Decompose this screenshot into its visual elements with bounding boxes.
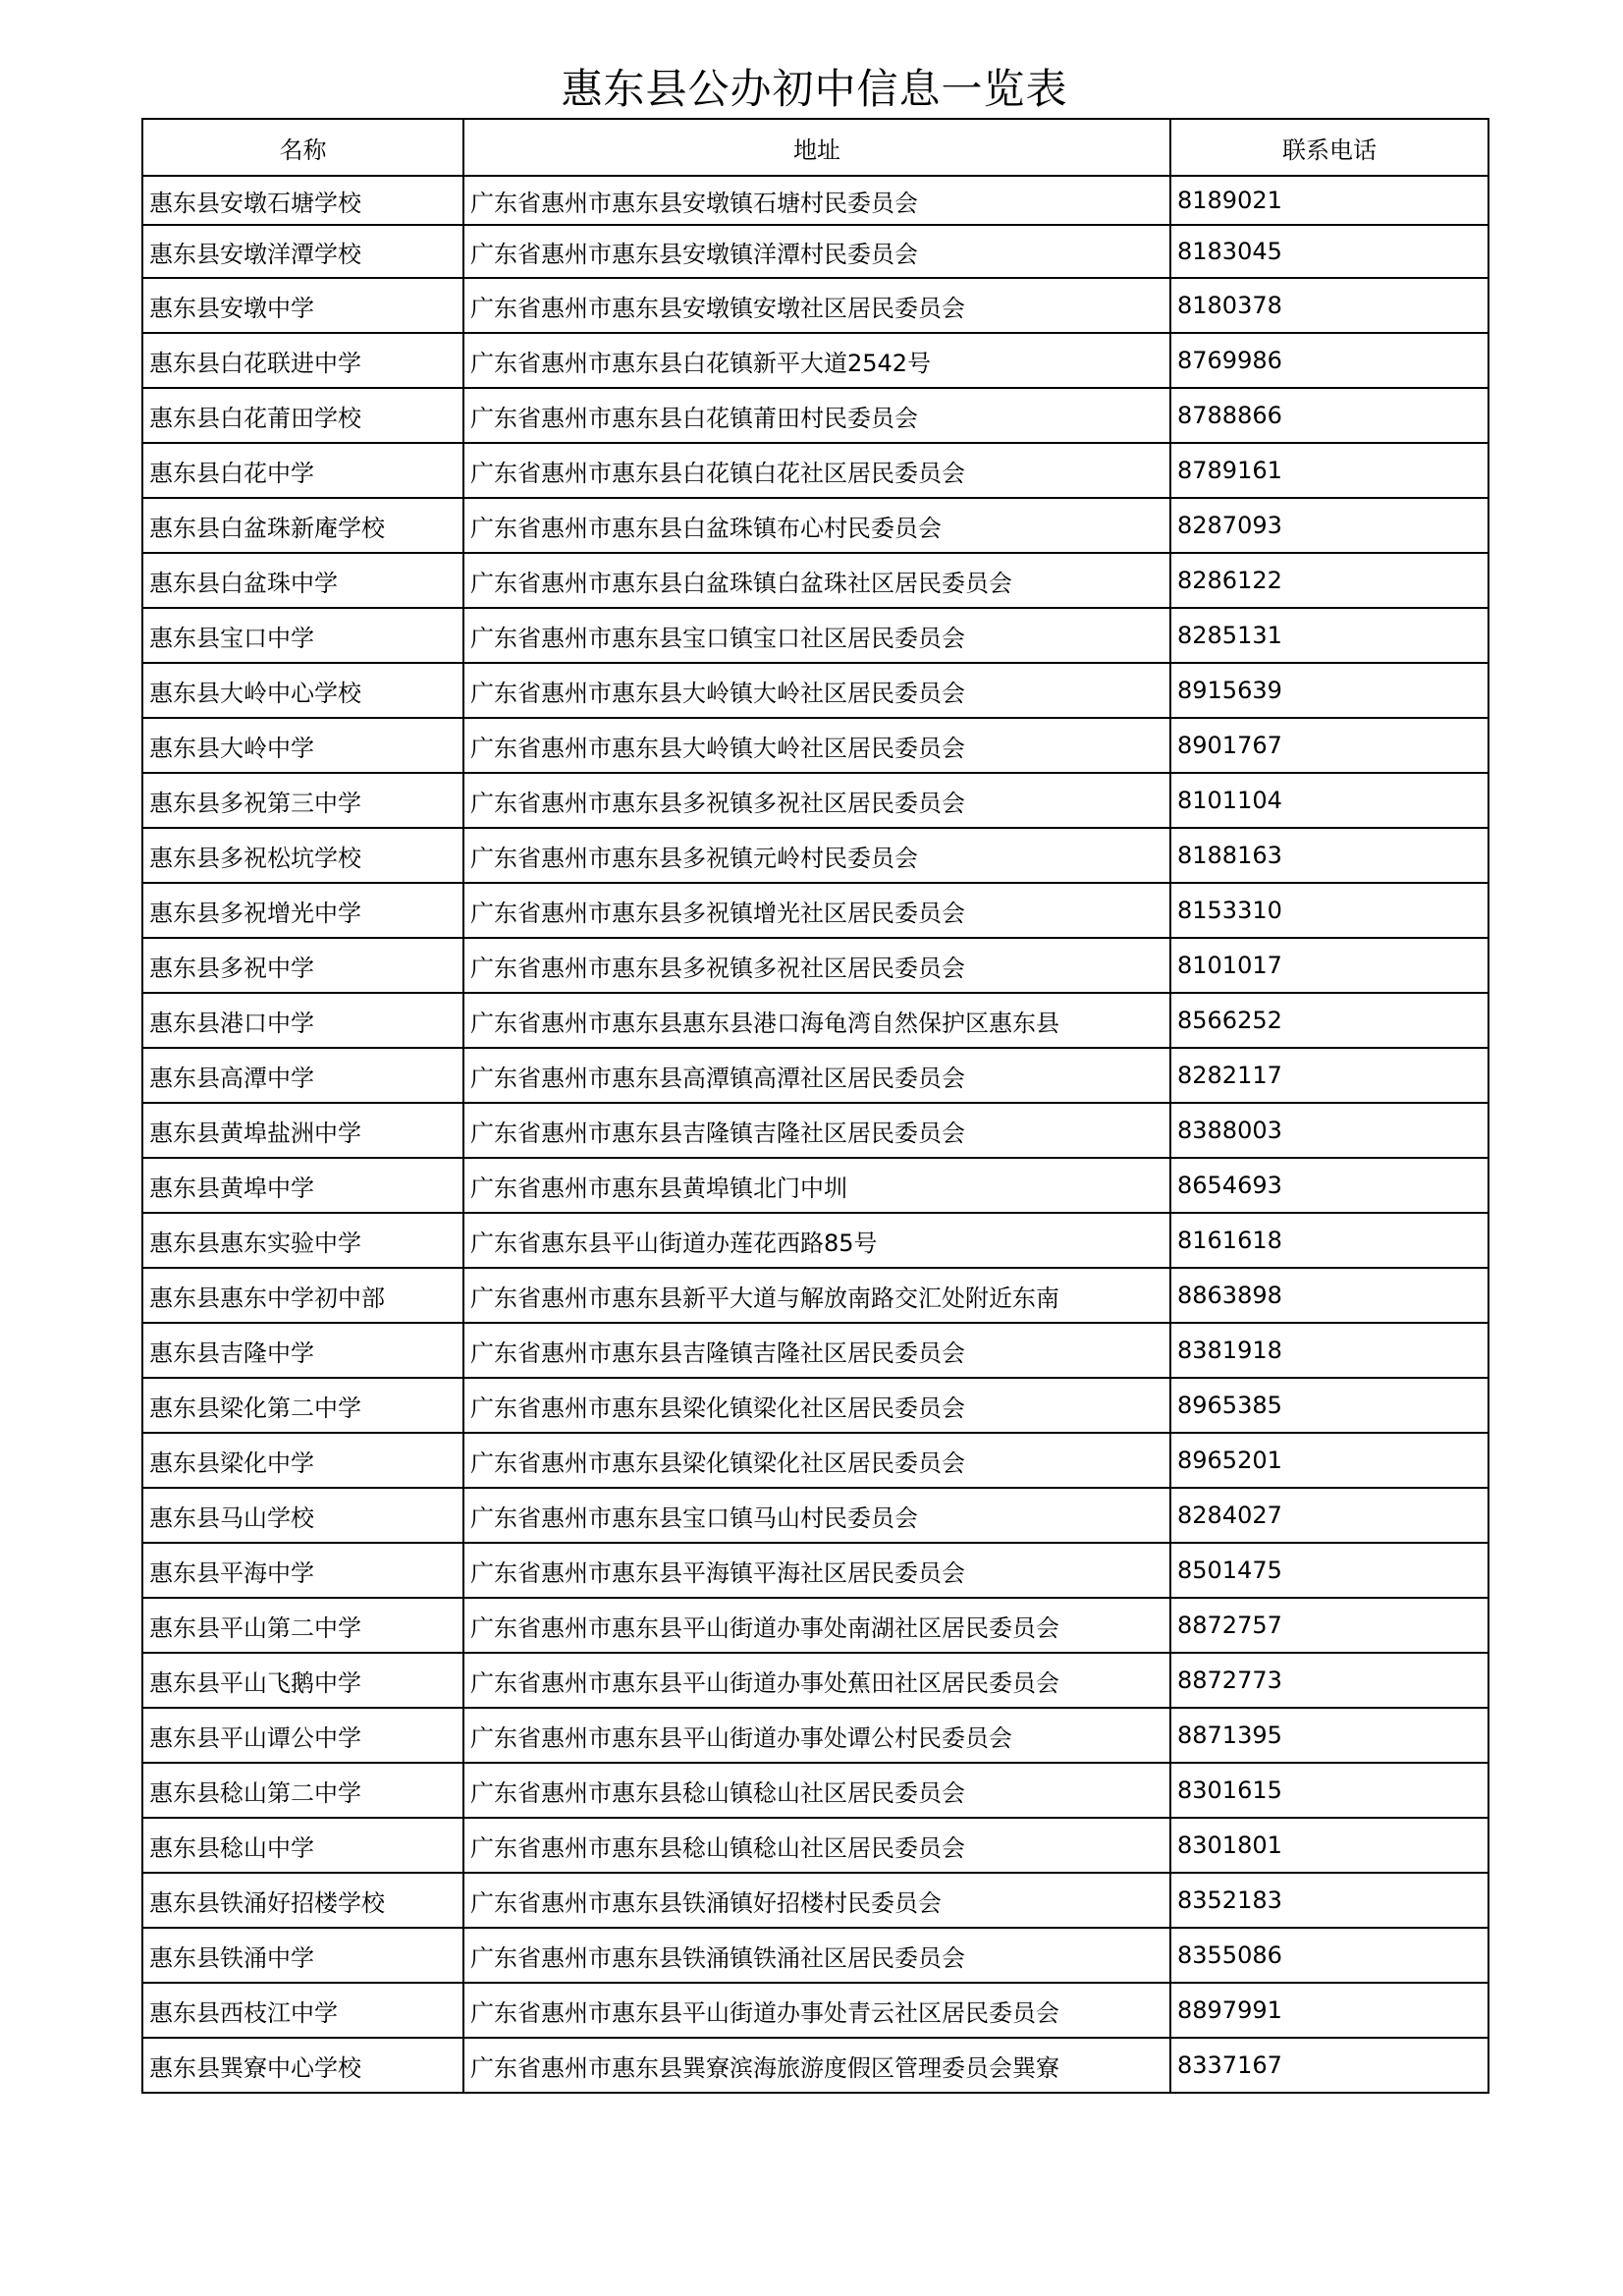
phone-cell: 8872757 bbox=[1170, 1598, 1488, 1653]
table-row bbox=[142, 1543, 1488, 1598]
address-cell: 广东省惠州市惠东县吉隆镇吉隆社区居民委员会 bbox=[463, 1323, 1170, 1378]
phone-cell: 8286122 bbox=[1170, 553, 1488, 608]
table-row bbox=[142, 1323, 1488, 1378]
school-name-cell: 惠东县多祝第三中学 bbox=[142, 773, 463, 828]
document-title: 惠东县公办初中信息一览表 bbox=[561, 65, 1068, 113]
phone-cell: 8161618 bbox=[1170, 1213, 1488, 1268]
table-row bbox=[142, 1103, 1488, 1158]
phone-cell: 8381918 bbox=[1170, 1323, 1488, 1378]
table-row bbox=[142, 1213, 1488, 1268]
phone-cell: 8769986 bbox=[1170, 333, 1488, 388]
phone-cell: 8915639 bbox=[1170, 663, 1488, 718]
table-row bbox=[142, 278, 1488, 333]
school-name-cell: 惠东县高潭中学 bbox=[142, 1048, 463, 1103]
phone-cell: 8284027 bbox=[1170, 1488, 1488, 1543]
school-name-cell: 惠东县安墩石塘学校 bbox=[142, 176, 463, 225]
phone-cell: 8285131 bbox=[1170, 608, 1488, 663]
table-row bbox=[142, 498, 1488, 553]
phone-cell: 8566252 bbox=[1170, 993, 1488, 1048]
table-row bbox=[142, 333, 1488, 388]
phone-cell: 8872773 bbox=[1170, 1653, 1488, 1708]
table-row bbox=[142, 1433, 1488, 1488]
phone-cell: 8183045 bbox=[1170, 225, 1488, 278]
table-row bbox=[142, 608, 1488, 663]
school-name-cell: 惠东县西枝江中学 bbox=[142, 1983, 463, 2038]
school-name-cell: 惠东县吉隆中学 bbox=[142, 1323, 463, 1378]
address-cell: 广东省惠州市惠东县多祝镇多祝社区居民委员会 bbox=[463, 938, 1170, 993]
school-info-table bbox=[141, 118, 1489, 2094]
address-cell: 广东省惠州市惠东县平山街道办事处南湖社区居民委员会 bbox=[463, 1598, 1170, 1653]
school-name-cell: 惠东县黄埠盐洲中学 bbox=[142, 1103, 463, 1158]
school-name-cell: 惠东县惠东实验中学 bbox=[142, 1213, 463, 1268]
address-cell: 广东省惠州市惠东县大岭镇大岭社区居民委员会 bbox=[463, 718, 1170, 773]
table-row bbox=[142, 553, 1488, 608]
phone-cell: 8788866 bbox=[1170, 388, 1488, 443]
phone-cell: 8352183 bbox=[1170, 1873, 1488, 1928]
table-row bbox=[142, 1488, 1488, 1543]
phone-cell: 8871395 bbox=[1170, 1708, 1488, 1763]
school-name-cell: 惠东县大岭中心学校 bbox=[142, 663, 463, 718]
table-body bbox=[142, 176, 1488, 2093]
column-header-name: 名称 bbox=[142, 119, 463, 176]
table-row bbox=[142, 1158, 1488, 1213]
address-cell: 广东省惠州市惠东县惠东县港口海龟湾自然保护区惠东县 bbox=[463, 993, 1170, 1048]
address-cell: 广东省惠州市惠东县平山街道办事处谭公村民委员会 bbox=[463, 1708, 1170, 1763]
school-name-cell: 惠东县白花中学 bbox=[142, 443, 463, 498]
table-row bbox=[142, 1763, 1488, 1818]
address-cell: 广东省惠州市惠东县白盆珠镇布心村民委员会 bbox=[463, 498, 1170, 553]
school-name-cell: 惠东县稔山中学 bbox=[142, 1818, 463, 1873]
table-row bbox=[142, 1708, 1488, 1763]
address-cell: 广东省惠州市惠东县安墩镇安墩社区居民委员会 bbox=[463, 278, 1170, 333]
table-row bbox=[142, 2038, 1488, 2093]
school-name-cell: 惠东县白花莆田学校 bbox=[142, 388, 463, 443]
address-cell: 广东省惠州市惠东县平山街道办事处青云社区居民委员会 bbox=[463, 1983, 1170, 2038]
school-name-cell: 惠东县安墩洋潭学校 bbox=[142, 225, 463, 278]
table-row bbox=[142, 883, 1488, 938]
address-cell: 广东省惠州市惠东县高潭镇高潭社区居民委员会 bbox=[463, 1048, 1170, 1103]
phone-cell: 8188163 bbox=[1170, 828, 1488, 883]
school-name-cell: 惠东县平山飞鹅中学 bbox=[142, 1653, 463, 1708]
table-row bbox=[142, 1598, 1488, 1653]
table-row bbox=[142, 1873, 1488, 1928]
phone-cell: 8965201 bbox=[1170, 1433, 1488, 1488]
table-row bbox=[142, 1983, 1488, 2038]
phone-cell: 8101017 bbox=[1170, 938, 1488, 993]
phone-cell: 8501475 bbox=[1170, 1543, 1488, 1598]
school-name-cell: 惠东县巽寮中心学校 bbox=[142, 2038, 463, 2093]
school-name-cell: 惠东县安墩中学 bbox=[142, 278, 463, 333]
phone-cell: 8897991 bbox=[1170, 1983, 1488, 2038]
phone-cell: 8287093 bbox=[1170, 498, 1488, 553]
address-cell: 广东省惠州市惠东县白花镇白花社区居民委员会 bbox=[463, 443, 1170, 498]
address-cell: 广东省惠州市惠东县稔山镇稔山社区居民委员会 bbox=[463, 1818, 1170, 1873]
phone-cell: 8654693 bbox=[1170, 1158, 1488, 1213]
table-row bbox=[142, 938, 1488, 993]
table-row bbox=[142, 176, 1488, 225]
phone-cell: 8355086 bbox=[1170, 1928, 1488, 1983]
school-name-cell: 惠东县黄埠中学 bbox=[142, 1158, 463, 1213]
table-row bbox=[142, 1818, 1488, 1873]
table-row bbox=[142, 388, 1488, 443]
school-name-cell: 惠东县梁化第二中学 bbox=[142, 1378, 463, 1433]
school-name-cell: 惠东县马山学校 bbox=[142, 1488, 463, 1543]
school-name-cell: 惠东县铁涌中学 bbox=[142, 1928, 463, 1983]
address-cell: 广东省惠州市惠东县白花镇新平大道2542号 bbox=[463, 333, 1170, 388]
address-cell: 广东省惠州市惠东县宝口镇马山村民委员会 bbox=[463, 1488, 1170, 1543]
address-cell: 广东省惠州市惠东县多祝镇多祝社区居民委员会 bbox=[463, 773, 1170, 828]
address-cell: 广东省惠州市惠东县铁涌镇好招楼村民委员会 bbox=[463, 1873, 1170, 1928]
school-name-cell: 惠东县宝口中学 bbox=[142, 608, 463, 663]
school-name-cell: 惠东县梁化中学 bbox=[142, 1433, 463, 1488]
table-row bbox=[142, 663, 1488, 718]
table-row bbox=[142, 1928, 1488, 1983]
address-cell: 广东省惠东县平山街道办莲花西路85号 bbox=[463, 1213, 1170, 1268]
header-row bbox=[142, 119, 1488, 176]
phone-cell: 8101104 bbox=[1170, 773, 1488, 828]
address-cell: 广东省惠州市惠东县安墩镇石塘村民委员会 bbox=[463, 176, 1170, 225]
school-name-cell: 惠东县多祝中学 bbox=[142, 938, 463, 993]
phone-cell: 8337167 bbox=[1170, 2038, 1488, 2093]
school-name-cell: 惠东县平山谭公中学 bbox=[142, 1708, 463, 1763]
address-cell: 广东省惠州市惠东县吉隆镇吉隆社区居民委员会 bbox=[463, 1103, 1170, 1158]
address-cell: 广东省惠州市惠东县大岭镇大岭社区居民委员会 bbox=[463, 663, 1170, 718]
address-cell: 广东省惠州市惠东县宝口镇宝口社区居民委员会 bbox=[463, 608, 1170, 663]
phone-cell: 8301801 bbox=[1170, 1818, 1488, 1873]
table-row bbox=[142, 773, 1488, 828]
table-row bbox=[142, 993, 1488, 1048]
address-cell: 广东省惠州市惠东县多祝镇元岭村民委员会 bbox=[463, 828, 1170, 883]
table-row bbox=[142, 718, 1488, 773]
phone-cell: 8282117 bbox=[1170, 1048, 1488, 1103]
address-cell: 广东省惠州市惠东县白花镇莆田村民委员会 bbox=[463, 388, 1170, 443]
address-cell: 广东省惠州市惠东县巽寮滨海旅游度假区管理委员会巽寮 bbox=[463, 2038, 1170, 2093]
table-row bbox=[142, 225, 1488, 278]
address-cell: 广东省惠州市惠东县梁化镇梁化社区居民委员会 bbox=[463, 1378, 1170, 1433]
address-cell: 广东省惠州市惠东县白盆珠镇白盆珠社区居民委员会 bbox=[463, 553, 1170, 608]
school-name-cell: 惠东县多祝松坑学校 bbox=[142, 828, 463, 883]
school-name-cell: 惠东县白盆珠新庵学校 bbox=[142, 498, 463, 553]
phone-cell: 8301615 bbox=[1170, 1763, 1488, 1818]
address-cell: 广东省惠州市惠东县安墩镇洋潭村民委员会 bbox=[463, 225, 1170, 278]
phone-cell: 8965385 bbox=[1170, 1378, 1488, 1433]
table-row bbox=[142, 1653, 1488, 1708]
school-name-cell: 惠东县铁涌好招楼学校 bbox=[142, 1873, 463, 1928]
phone-cell: 8388003 bbox=[1170, 1103, 1488, 1158]
school-name-cell: 惠东县大岭中学 bbox=[142, 718, 463, 773]
table-row bbox=[142, 443, 1488, 498]
phone-cell: 8153310 bbox=[1170, 883, 1488, 938]
table-header bbox=[142, 119, 1488, 176]
address-cell: 广东省惠州市惠东县多祝镇增光社区居民委员会 bbox=[463, 883, 1170, 938]
table-row bbox=[142, 1378, 1488, 1433]
address-cell: 广东省惠州市惠东县梁化镇梁化社区居民委员会 bbox=[463, 1433, 1170, 1488]
column-header-address: 地址 bbox=[463, 119, 1170, 176]
address-cell: 广东省惠州市惠东县稔山镇稔山社区居民委员会 bbox=[463, 1763, 1170, 1818]
address-cell: 广东省惠州市惠东县黄埠镇北门中圳 bbox=[463, 1158, 1170, 1213]
phone-cell: 8180378 bbox=[1170, 278, 1488, 333]
phone-cell: 8189021 bbox=[1170, 176, 1488, 225]
school-name-cell: 惠东县白花联进中学 bbox=[142, 333, 463, 388]
table-row bbox=[142, 1268, 1488, 1323]
school-name-cell: 惠东县平海中学 bbox=[142, 1543, 463, 1598]
phone-cell: 8863898 bbox=[1170, 1268, 1488, 1323]
address-cell: 广东省惠州市惠东县铁涌镇铁涌社区居民委员会 bbox=[463, 1928, 1170, 1983]
table-row bbox=[142, 1048, 1488, 1103]
school-name-cell: 惠东县稔山第二中学 bbox=[142, 1763, 463, 1818]
school-name-cell: 惠东县平山第二中学 bbox=[142, 1598, 463, 1653]
address-cell: 广东省惠州市惠东县平山街道办事处蕉田社区居民委员会 bbox=[463, 1653, 1170, 1708]
school-name-cell: 惠东县港口中学 bbox=[142, 993, 463, 1048]
school-name-cell: 惠东县白盆珠中学 bbox=[142, 553, 463, 608]
table-row bbox=[142, 828, 1488, 883]
column-header-phone: 联系电话 bbox=[1170, 119, 1488, 176]
school-name-cell: 惠东县多祝增光中学 bbox=[142, 883, 463, 938]
address-cell: 广东省惠州市惠东县平海镇平海社区居民委员会 bbox=[463, 1543, 1170, 1598]
school-name-cell: 惠东县惠东中学初中部 bbox=[142, 1268, 463, 1323]
phone-cell: 8901767 bbox=[1170, 718, 1488, 773]
phone-cell: 8789161 bbox=[1170, 443, 1488, 498]
address-cell: 广东省惠州市惠东县新平大道与解放南路交汇处附近东南 bbox=[463, 1268, 1170, 1323]
